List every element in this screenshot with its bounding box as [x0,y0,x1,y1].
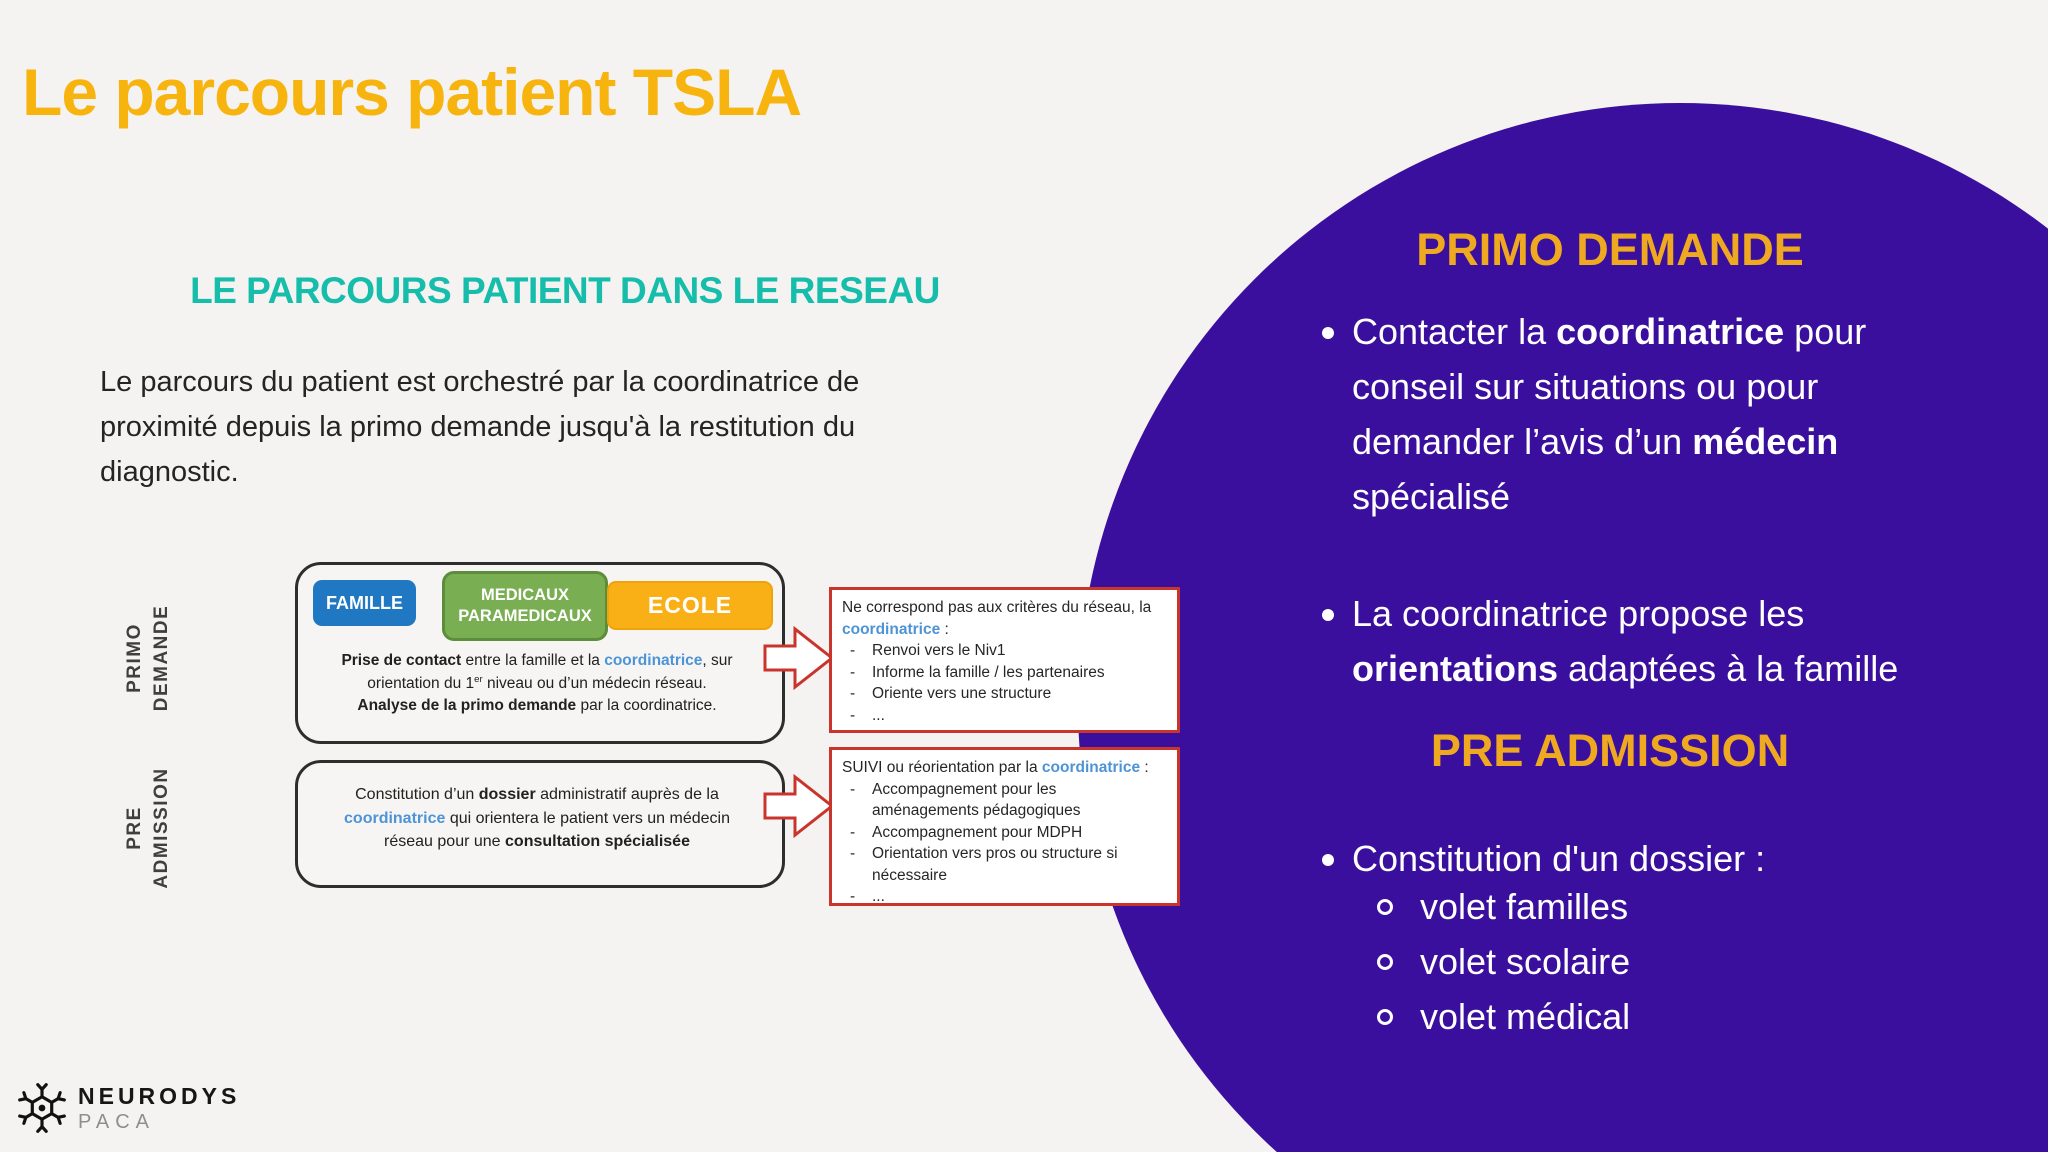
stage-label-pre-admission: PRE ADMISSION [124,767,172,889]
outcome-box-criteria [829,587,1180,733]
sub-bullet-ring-icon [1377,899,1393,915]
logo-name: NEURODYS [78,1082,241,1109]
arrow-right-icon [763,625,835,691]
outcome-box-intro: Ne correspond pas aux critères du réseau, la coordinatrice : [842,599,1152,638]
stage-label-primo-demande: PRIMO DEMANDE [124,604,172,712]
outcome-box-list: - Renvoi vers le Niv1 - Informe la famille / les partenaires - Oriente vers une structure - ... [850,642,1105,724]
outcome-box-suivi [829,747,1180,906]
sub-bullet-ring-icon [1377,1009,1393,1025]
outcome-box-intro: SUIVI ou réorientation par la coordinatrice : [842,759,1149,776]
neurodys-logo [14,1080,240,1136]
pill-famille: FAMILLE [313,580,416,626]
dossier-box-text: Constitution d’un dossier administratif auprès de la coordinatrice qui orientera le patient vers un médecin réseau pour une consultation spécialisée [344,786,730,850]
pill-medicaux-paramedicaux: MEDICAUX PARAMEDICAUX [442,571,608,641]
pill-ecole: ECOLE [607,581,773,630]
sub-bullet-list: volet familles volet scolaire volet médical [1420,886,1631,1037]
logo-subname: PACA [78,1110,155,1133]
section-heading: LE PARCOURS PATIENT DANS LE RESEAU [190,270,940,311]
bullet-dot-icon [1322,327,1334,339]
neuron-icon [14,1080,70,1136]
intro-paragraph: Le parcours du patient est orchestré par la coordinatrice de proximité depuis la primo demande jusqu'à la restitution du diagnostic. [100,366,860,488]
bullet-dot-icon [1322,609,1334,621]
bullet-dot-icon [1322,854,1334,866]
circle-heading-pre-admission: PRE ADMISSION [1430,725,1790,776]
bullet-contacter-coordinatrice: Contacter la coordinatrice pour conseil sur situations ou pour demander l’avis d’un médecin spécialisé [1352,311,1867,517]
slide-title: Le parcours patient TSLA [22,55,802,129]
arrow-right-icon [763,773,835,839]
circle-heading-primo-demande: PRIMO DEMANDE [1416,224,1804,275]
bullet-orientations: La coordinatrice propose les orientations adaptées à la famille [1352,593,1899,689]
contact-box-text: Prise de contact entre la famille et la coordinatrice, sur orientation du 1er niveau ou d’un médecin réseau. Analyse de la primo demande par la coordinatrice. [341,652,733,714]
bullet-constitution-dossier: Constitution d'un dossier : [1352,838,1766,879]
outcome-box-list: - Accompagnement pour les aménagements pédagogiques - Accompagnement pour MDPH - Orientation vers pros ou structure si nécessaire - ... [850,780,1118,905]
sub-bullet-ring-icon [1377,954,1393,970]
